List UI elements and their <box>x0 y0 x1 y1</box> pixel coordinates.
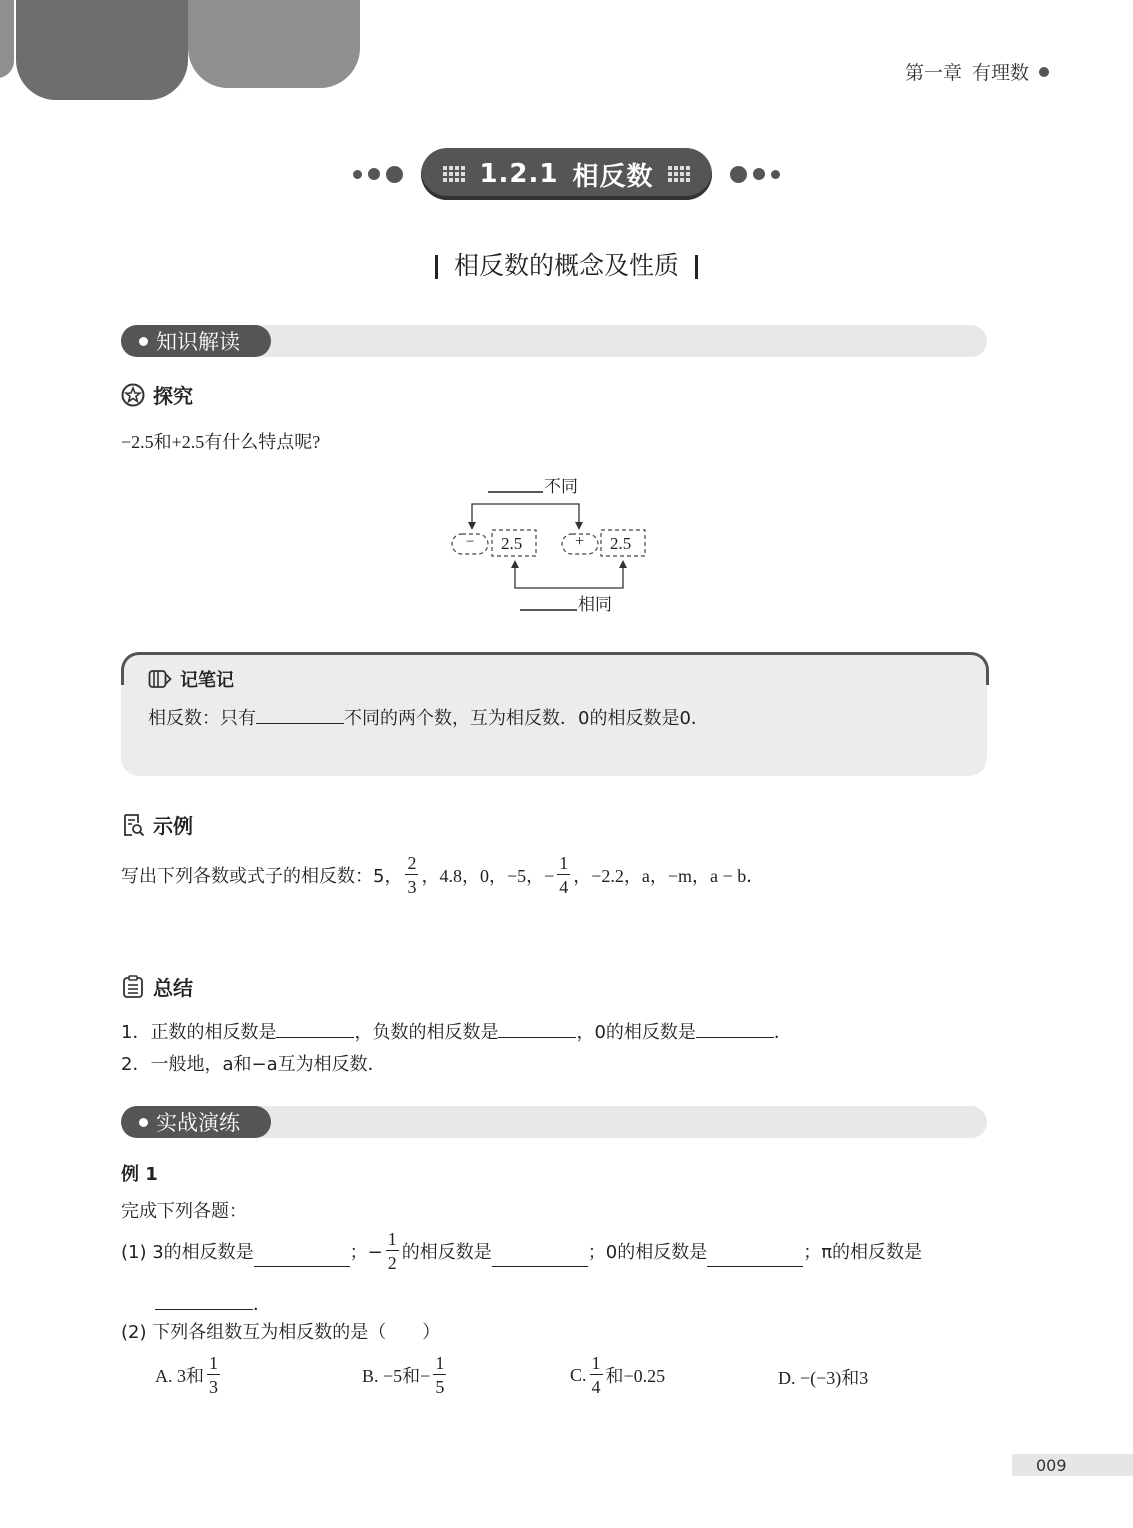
value-left: 2.5 <box>501 534 523 553</box>
page-number: 009 <box>1012 1454 1133 1476</box>
question-1: (1) 3的相反数是 ；− $\frac{1}{2}$ 的相反数是 ；0的相反数是 ；π的相反数是 <box>121 1229 923 1273</box>
fill-blank[interactable] <box>155 1293 253 1310</box>
fraction: $\frac{2}{3}$ <box>407 853 417 897</box>
fill-blank[interactable] <box>254 1250 350 1267</box>
grid-icon <box>668 166 690 182</box>
explore-heading: 探究 <box>121 380 193 409</box>
example-1-intro: 完成下列各题： <box>121 1201 247 1222</box>
fill-blank[interactable] <box>276 1021 354 1038</box>
note-text: 相反数：只有 不同的两个数，互为相反数．0的相反数是0． <box>148 708 709 729</box>
fill-blank[interactable] <box>256 707 344 724</box>
title-name: 相反数 <box>572 161 654 192</box>
title-pill <box>421 148 711 200</box>
fraction: $\frac{1}{2}$ <box>387 1229 397 1273</box>
plus-sign: + <box>575 533 585 550</box>
title-number: 1.2.1 <box>479 159 559 189</box>
sign-diagram <box>440 466 660 616</box>
clipboard-list-icon <box>121 975 145 999</box>
minus-sign: − <box>466 534 475 550</box>
fill-blank[interactable] <box>696 1021 774 1038</box>
header-decoration <box>188 0 360 88</box>
bullet-icon <box>1039 67 1049 77</box>
section-label: 知识解读 <box>156 330 240 354</box>
diagram-bottom-label: 相同 <box>578 595 612 615</box>
value-right: 2.5 <box>610 534 632 553</box>
header-decoration <box>16 0 188 100</box>
option-c[interactable]: C. $\frac{1}{4}$ 和−0.25 <box>570 1353 666 1397</box>
option-a[interactable]: A. 3和 $\frac{1}{3}$ <box>155 1353 218 1397</box>
question-2: (2) 下列各组数互为相反数的是（ ） <box>121 1322 441 1343</box>
fraction: $\frac{1}{5}$ <box>435 1353 445 1397</box>
fraction: $\frac{1}{4}$ <box>591 1353 601 1397</box>
example-1-heading: 例 1 <box>121 1164 158 1185</box>
example-heading: 示例 <box>121 810 193 839</box>
option-d[interactable]: D. −(−3)和3 <box>778 1368 869 1388</box>
summary-line-1: 1．正数的相反数是 ，负数的相反数是 ，0的相反数是 ． <box>121 1022 792 1043</box>
summary-line-2: 2．一般地，a和−a互为相反数． <box>121 1054 386 1075</box>
section-band-knowledge <box>121 325 987 357</box>
fill-blank[interactable] <box>498 1021 576 1038</box>
header-decoration <box>0 0 14 78</box>
fraction: $\frac{1}{4}$ <box>559 853 569 897</box>
diagram-top-label: 不同 <box>544 477 578 497</box>
document-search-icon <box>121 813 145 837</box>
summary-heading: 总结 <box>121 972 193 1001</box>
note-border <box>121 652 989 685</box>
chapter-header <box>905 58 1049 85</box>
example-text: 写出下列各数或式子的相反数：5， $\frac{2}{3}$ ，4.8，0，−5，− $\frac{1}{4}$ ，−2.2，a，−m，a − b． <box>121 853 765 897</box>
option-b[interactable]: B. −5和− $\frac{1}{5}$ <box>362 1353 445 1397</box>
question-1-continued: ． <box>155 1290 271 1316</box>
fill-blank[interactable] <box>492 1250 588 1267</box>
note-heading: 记笔记 <box>148 666 234 692</box>
dots-icon <box>730 166 780 183</box>
section-band-practice <box>121 1106 987 1138</box>
grid-icon <box>443 166 465 182</box>
chapter-number: 第一章 <box>904 62 962 84</box>
fill-blank[interactable] <box>707 1250 803 1267</box>
dots-icon <box>353 166 403 183</box>
page-subtitle: 相反数的概念及性质 <box>0 246 1133 282</box>
section-title <box>0 146 1133 202</box>
chapter-name: 有理数 <box>971 62 1029 84</box>
fraction: $\frac{1}{3}$ <box>209 1353 218 1397</box>
explore-question: −2.5和+2.5有什么特点呢? <box>121 432 321 452</box>
section-label: 实战演练 <box>156 1111 240 1135</box>
star-badge-icon <box>121 383 145 407</box>
notebook-icon <box>148 669 172 689</box>
